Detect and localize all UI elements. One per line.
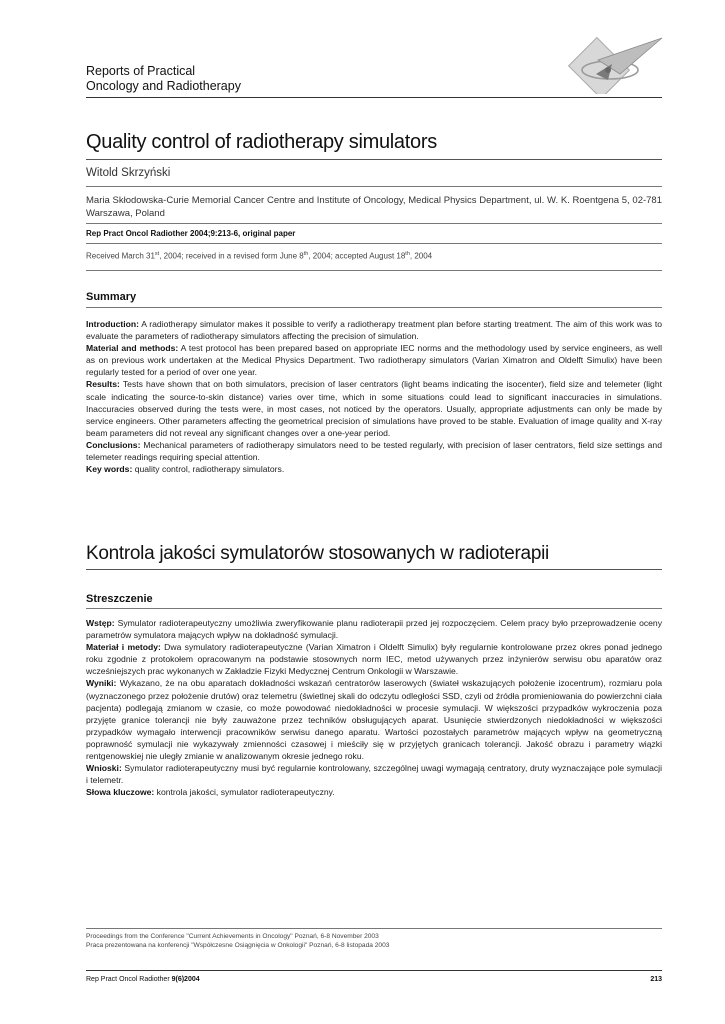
header-rule	[86, 97, 662, 98]
polish-intro-text: Symulator radioterapeutyczny umożliwia zweryfikowanie planu radioterapii przed jej rozpoczęciem. Celem pracy było przeprowadzenie oceny parametrów symulatora mających wpływ na dokładność symulacji.	[86, 618, 662, 641]
citation-rule	[86, 243, 662, 244]
journal-logo-icon	[568, 34, 664, 94]
methods-text: A test protocol has been prepared based on appropriate IEC norms and the methodology used by service engineers, as well as on previous work undertaken at the Medical Physics Department. Two radiotherapy simulators (Varian Ximatron and Oldelft Simulix) have been regularly tested for a period of over one year.	[86, 343, 662, 378]
polish-title-rule	[86, 569, 662, 570]
polish-methods-label: Materiał i metody:	[86, 642, 161, 653]
polish-results	[86, 677, 662, 762]
conclusions-text: Mechanical parameters of radiotherapy simulators need to be tested regularly, with precision of laser centrators, field size settings and telemeter readings requiring special attention.	[86, 439, 662, 463]
summary-conclusions	[86, 439, 662, 463]
summary-body	[86, 318, 662, 475]
keywords-label: Key words:	[86, 464, 133, 475]
results-text: Tests have shown that on both simulators, precision of laser centrators (light beams indicating the isocenter), field size and telemeter (light scale indicating the source-to-skin distance) varies over time, which in some situations could lead to significant inaccuracies in simulations. Inaccuracies observed during the tests were, in most cases, not noticed by the operators. Usually, appropriate adjustments can only be made by service engineers. Other parameters affecting the geometrical precision of simulations have proved to be stable. Evaluation of image quality and X-ray beam parameters did not reveal any significant changes over a one-year period.	[86, 379, 662, 438]
keywords-text: quality control, radiotherapy simulators.	[132, 464, 285, 475]
footnote-polish: Praca prezentowana na konferencji "Współczesne Osiągnięcia w Onkologii" Poznań, 6-8 listopada 2003	[86, 942, 390, 949]
received-dates	[86, 251, 432, 261]
journal-name-line1: Reports of Practical	[86, 64, 196, 78]
received-sup-2: th	[303, 251, 309, 257]
polish-results-label: Wyniki:	[86, 678, 117, 689]
author-rule	[86, 186, 662, 187]
polish-summary-rule	[86, 608, 662, 609]
affiliation: Maria Skłodowska-Curie Memorial Cancer Centre and Institute of Oncology, Medical Physics Department, ul. W. K. Roentgena 5, 02-781 Warszawa, Poland	[86, 195, 662, 219]
title-rule	[86, 159, 662, 160]
summary-keywords	[86, 463, 662, 475]
received-rule	[86, 270, 662, 271]
received-text-2: , 2004; received in a revised form June 8	[159, 251, 304, 261]
received-text-4: , 2004	[409, 251, 433, 261]
citation-line: Rep Pract Oncol Radiother 2004;9:213-6, original paper	[86, 229, 296, 238]
summary-rule	[86, 307, 662, 308]
journal-name-line2: Oncology and Radiotherapy	[86, 79, 241, 93]
footer-journal	[86, 976, 200, 983]
polish-results-text: Wykazano, że na obu aparatach dokładności wskazań centratorów laserowych (świateł wskazujących położenie izocentrum), rozmiaru pola (wyznaczonego przez położenie drutów) oraz telemetru (świetlnej skali do odczytu odległości SSD, czyli od źródła promieniowania do powierzchni ciała pacjenta) podlegają zmianom w czasie, co może powodować niedokładności w procesie symulacji. W większości przypadków wykroczenia poza przyjęte granice tolerancji nie były zauważone przez techników obsługujących aparat. Usunięcie stwierdzonych niedokładności w większości przypadków wymagało interwencji pracowników serwisu danego aparatu. Wartości pozostałych parametrów mających wpływ na geometryczną poprawność symulacji nie wykazywały zmienności czasowej i mieściły się w przyjętych granicach tolerancji. Jakość obrazu i parametry wiązki rentgenowskiej nie uległy zmianie w analizowanym okresie jednego roku.	[86, 678, 662, 762]
conclusions-label: Conclusions:	[86, 439, 141, 450]
polish-introduction	[86, 617, 662, 641]
received-text-1: Received March 31	[86, 251, 155, 261]
methods-label: Material and methods:	[86, 343, 179, 354]
author-name: Witold Skrzyński	[86, 167, 171, 179]
polish-keywords-label: Słowa kluczowe:	[86, 787, 155, 798]
polish-conclusions	[86, 762, 662, 786]
footer-rule	[86, 970, 662, 971]
summary-results	[86, 378, 662, 438]
summary-introduction	[86, 318, 662, 342]
footer-issue: 9(6)2004	[171, 976, 200, 983]
polish-keywords	[86, 786, 662, 798]
polish-methods-text: Dwa symulatory radioterapeutyczne (Varian Ximatron i Oldelft Simulix) były regularnie kontrolowane przez okres ponad jednego roku zgodnie z protokołem opracowanym na podstawie stosownych norm IEC, metod używanych przez inżynierów serwisu obu aparatów oraz wcześniejszych prac wykonanych w Zakładzie Fizyki Medycznej Centrum Onkologii w Warszawie.	[86, 642, 662, 677]
polish-title: Kontrola jakości symulatorów stosowanych w radioterapii	[86, 543, 549, 564]
journal-name	[86, 64, 241, 94]
page-number: 213	[650, 976, 662, 983]
polish-conclusions-text: Symulator radioterapeutyczny musi być regularnie kontrolowany, szczególnej uwagi wymagają centratory, druty wyznaczające pole symulacji i telemetr.	[86, 763, 662, 786]
received-sup-1: st	[154, 251, 160, 257]
intro-text: A radiotherapy simulator makes it possible to verify a radiotherapy treatment plan before starting treatment. The aim of this work was to evaluate the parameters of radiotherapy simulators affecting the precision of simulation.	[86, 319, 662, 342]
polish-summary-heading: Streszczenie	[86, 593, 153, 605]
summary-methods	[86, 342, 662, 378]
footer-journal-name: Rep Pract Oncol Radiother	[86, 976, 172, 983]
polish-summary-body	[86, 617, 662, 798]
polish-keywords-text: kontrola jakości, symulator radioterapeutyczny.	[154, 787, 335, 798]
intro-label: Introduction:	[86, 319, 139, 329]
polish-conclusions-label: Wnioski:	[86, 763, 122, 774]
polish-methods	[86, 641, 662, 677]
article-title: Quality control of radiotherapy simulators	[86, 131, 437, 153]
received-text-3: , 2004; accepted August 18	[308, 251, 406, 261]
footnote-english: Proceedings from the Conference "Current Achievements in Oncology" Poznań, 6-8 November 2003	[86, 933, 379, 940]
summary-heading: Summary	[86, 291, 137, 303]
results-label: Results:	[86, 379, 120, 390]
footnote-rule	[86, 928, 662, 929]
polish-intro-label: Wstęp:	[86, 618, 115, 628]
received-sup-3: th	[405, 251, 410, 257]
affiliation-rule	[86, 223, 662, 224]
